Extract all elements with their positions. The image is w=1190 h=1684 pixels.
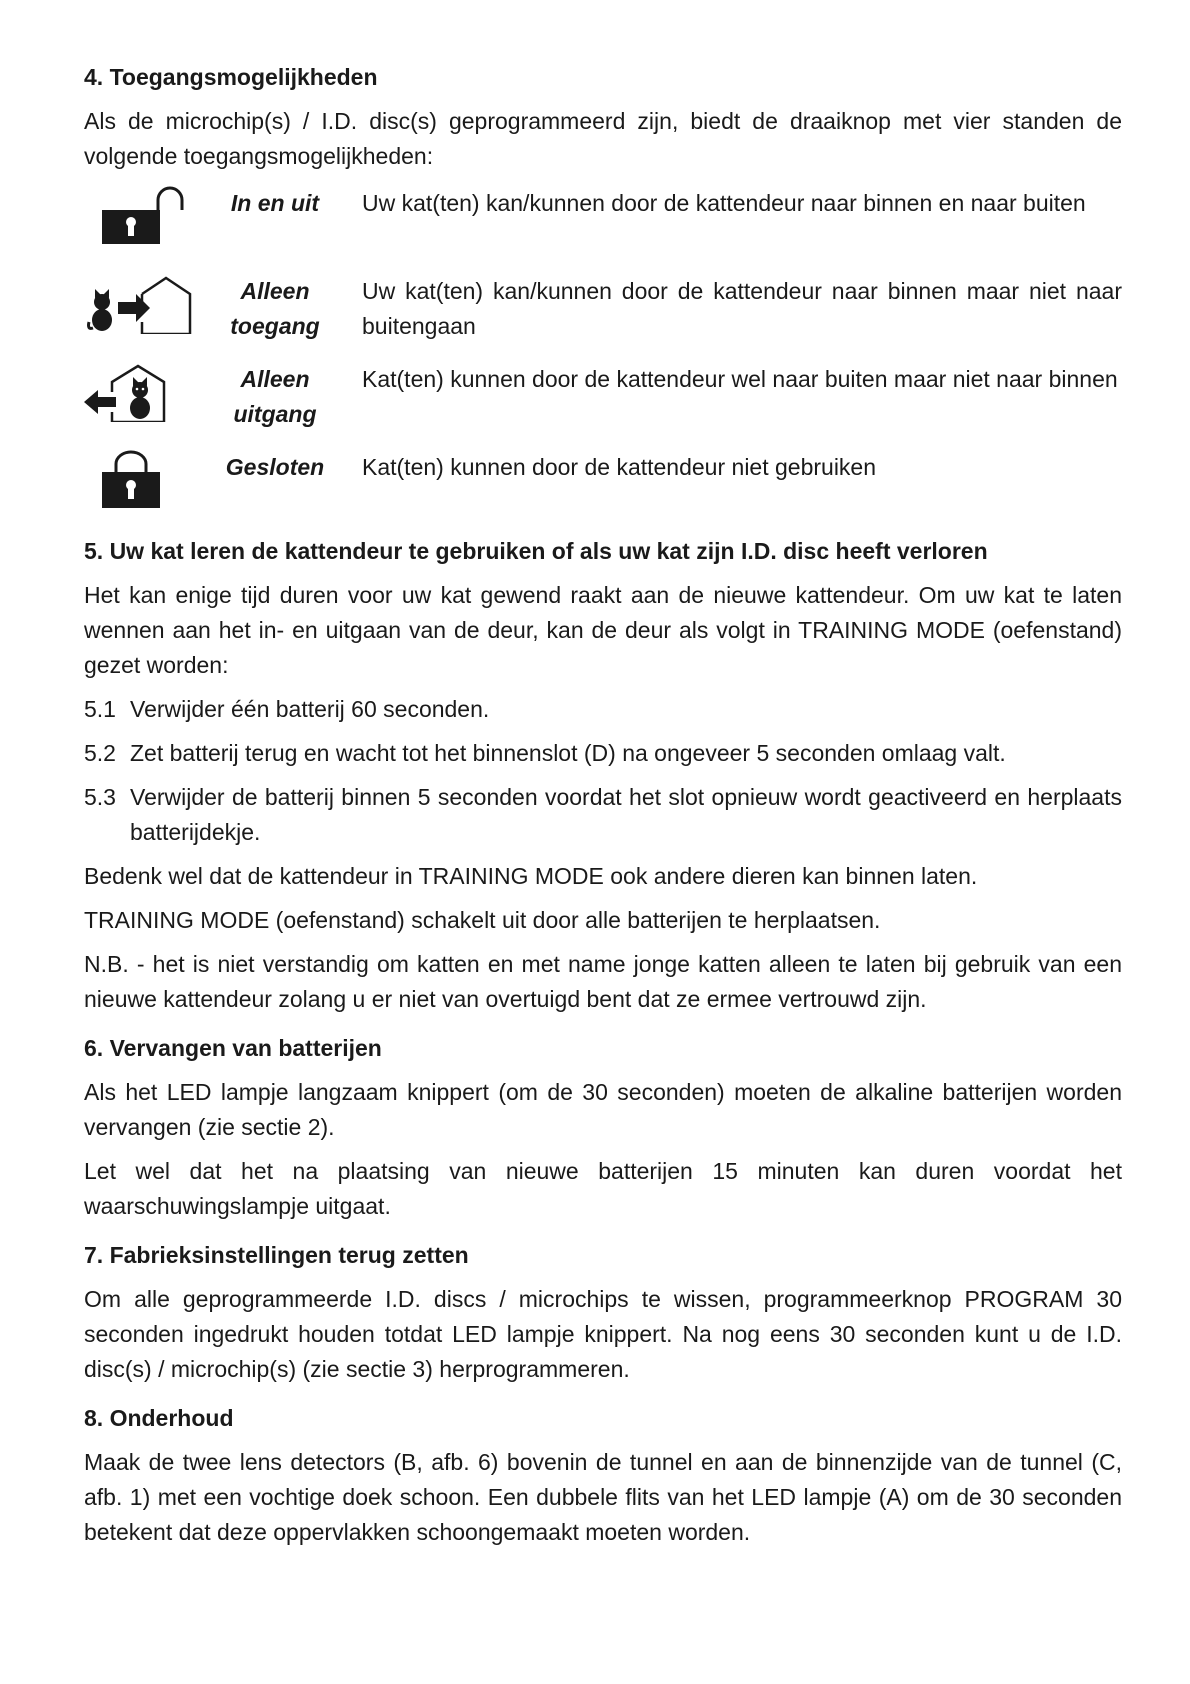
mode-label: In en uit [230, 190, 320, 216]
mode-label: Alleen toegang [230, 278, 320, 339]
mode-description: Uw kat(ten) kan/kunnen door de kattendeur naar binnen maar niet naar buitengaan [362, 278, 1122, 339]
step-number: 5.3 [84, 784, 116, 810]
cat-leaving-house-icon [84, 362, 204, 432]
step-text: Zet batterij terug en wacht tot het binnenslot (D) na ongeveer 5 seconden omlaag valt. [130, 740, 1006, 766]
mode-label: Alleen uitgang [233, 366, 317, 427]
mode-description: Kat(ten) kunnen door de kattendeur wel naar buiten maar niet naar binnen [362, 366, 1118, 392]
access-modes-list [84, 186, 1122, 520]
step-item [84, 736, 1122, 771]
section-4-title: 4. Toegangsmogelijkheden [84, 64, 378, 90]
nb-note: N.B. - het is niet verstandig om katten en met name jonge katten alleen te laten bij gebruik van een nieuwe kattendeur zolang u er niet van overtuigd bent dat ze ermee vertrouwd zijn. [84, 951, 1122, 1012]
section-6-title: 6. Vervangen van batterijen [84, 1035, 382, 1061]
mode-entry-only [84, 274, 1122, 344]
step-number: 5.1 [84, 696, 116, 722]
document-page [84, 62, 1122, 1559]
section-8-paragraph: Maak de twee lens detectors (B, afb. 6) bovenin de tunnel en aan de binnenzijde van de tunnel (C, afb. 1) met een vochtige doek schoon. Een dubbele flits van het LED lampje (A) om de 30 seconden betekent dat deze oppervlakken schoongemaakt moeten worden. [84, 1449, 1122, 1545]
mode-description: Uw kat(ten) kan/kunnen door de kattendeur naar binnen en naar buiten [362, 190, 1086, 216]
section-6-paragraph-1: Als het LED lampje langzaam knippert (om de 30 seconden) moeten de alkaline batterijen worden vervangen (zie sectie 2). [84, 1079, 1122, 1140]
cat-entering-house-icon [84, 274, 204, 344]
section-7-paragraph: Om alle geprogrammeerde I.D. discs / microchips te wissen, programmeerknop PROGRAM 30 seconden ingedrukt houden totdat LED lampje knippert. Na nog eens 30 seconden kunt u de I.D. disc(s) / microchip(s) (zie sectie 3) herprogrammeren. [84, 1286, 1122, 1382]
step-item [84, 692, 1122, 727]
section-8-title: 8. Onderhoud [84, 1405, 234, 1431]
section-7-title: 7. Fabrieksinstellingen terug zetten [84, 1242, 469, 1268]
unlocked-padlock-icon [84, 186, 204, 256]
locked-padlock-icon [84, 450, 204, 520]
training-note: Bedenk wel dat de kattendeur in TRAINING MODE ook andere dieren kan binnen laten. [84, 863, 978, 889]
training-off-note: TRAINING MODE (oefenstand) schakelt uit door alle batterijen te herplaatsen. [84, 907, 881, 933]
step-text: Verwijder één batterij 60 seconden. [130, 696, 490, 722]
step-number: 5.2 [84, 740, 116, 766]
section-6-paragraph-2: Let wel dat het na plaatsing van nieuwe batterijen 15 minuten kan duren voordat het waarschuwingslampje uitgaat. [84, 1158, 1122, 1219]
section-5-intro: Het kan enige tijd duren voor uw kat gewend raakt aan de nieuwe kattendeur. Om uw kat te laten wennen aan het in- en uitgaan van de deur, kan de deur als volgt in TRAINING MODE (oefenstand) gezet worden: [84, 582, 1122, 678]
mode-in-and-out [84, 186, 1122, 256]
mode-exit-only [84, 362, 1122, 432]
mode-description: Kat(ten) kunnen door de kattendeur niet gebruiken [362, 454, 877, 480]
mode-label: Gesloten [225, 454, 325, 480]
section-5-title: 5. Uw kat leren de kattendeur te gebruiken of als uw kat zijn I.D. disc heeft verloren [84, 538, 988, 564]
step-text: Verwijder de batterij binnen 5 seconden voordat het slot opnieuw wordt geactiveerd en herplaats batterijdekje. [130, 784, 1122, 845]
mode-closed [84, 450, 1122, 520]
step-item [84, 780, 1122, 850]
section-4-intro: Als de microchip(s) / I.D. disc(s) geprogrammeerd zijn, biedt de draaiknop met vier standen de volgende toegangsmogelijkheden: [84, 108, 1122, 169]
